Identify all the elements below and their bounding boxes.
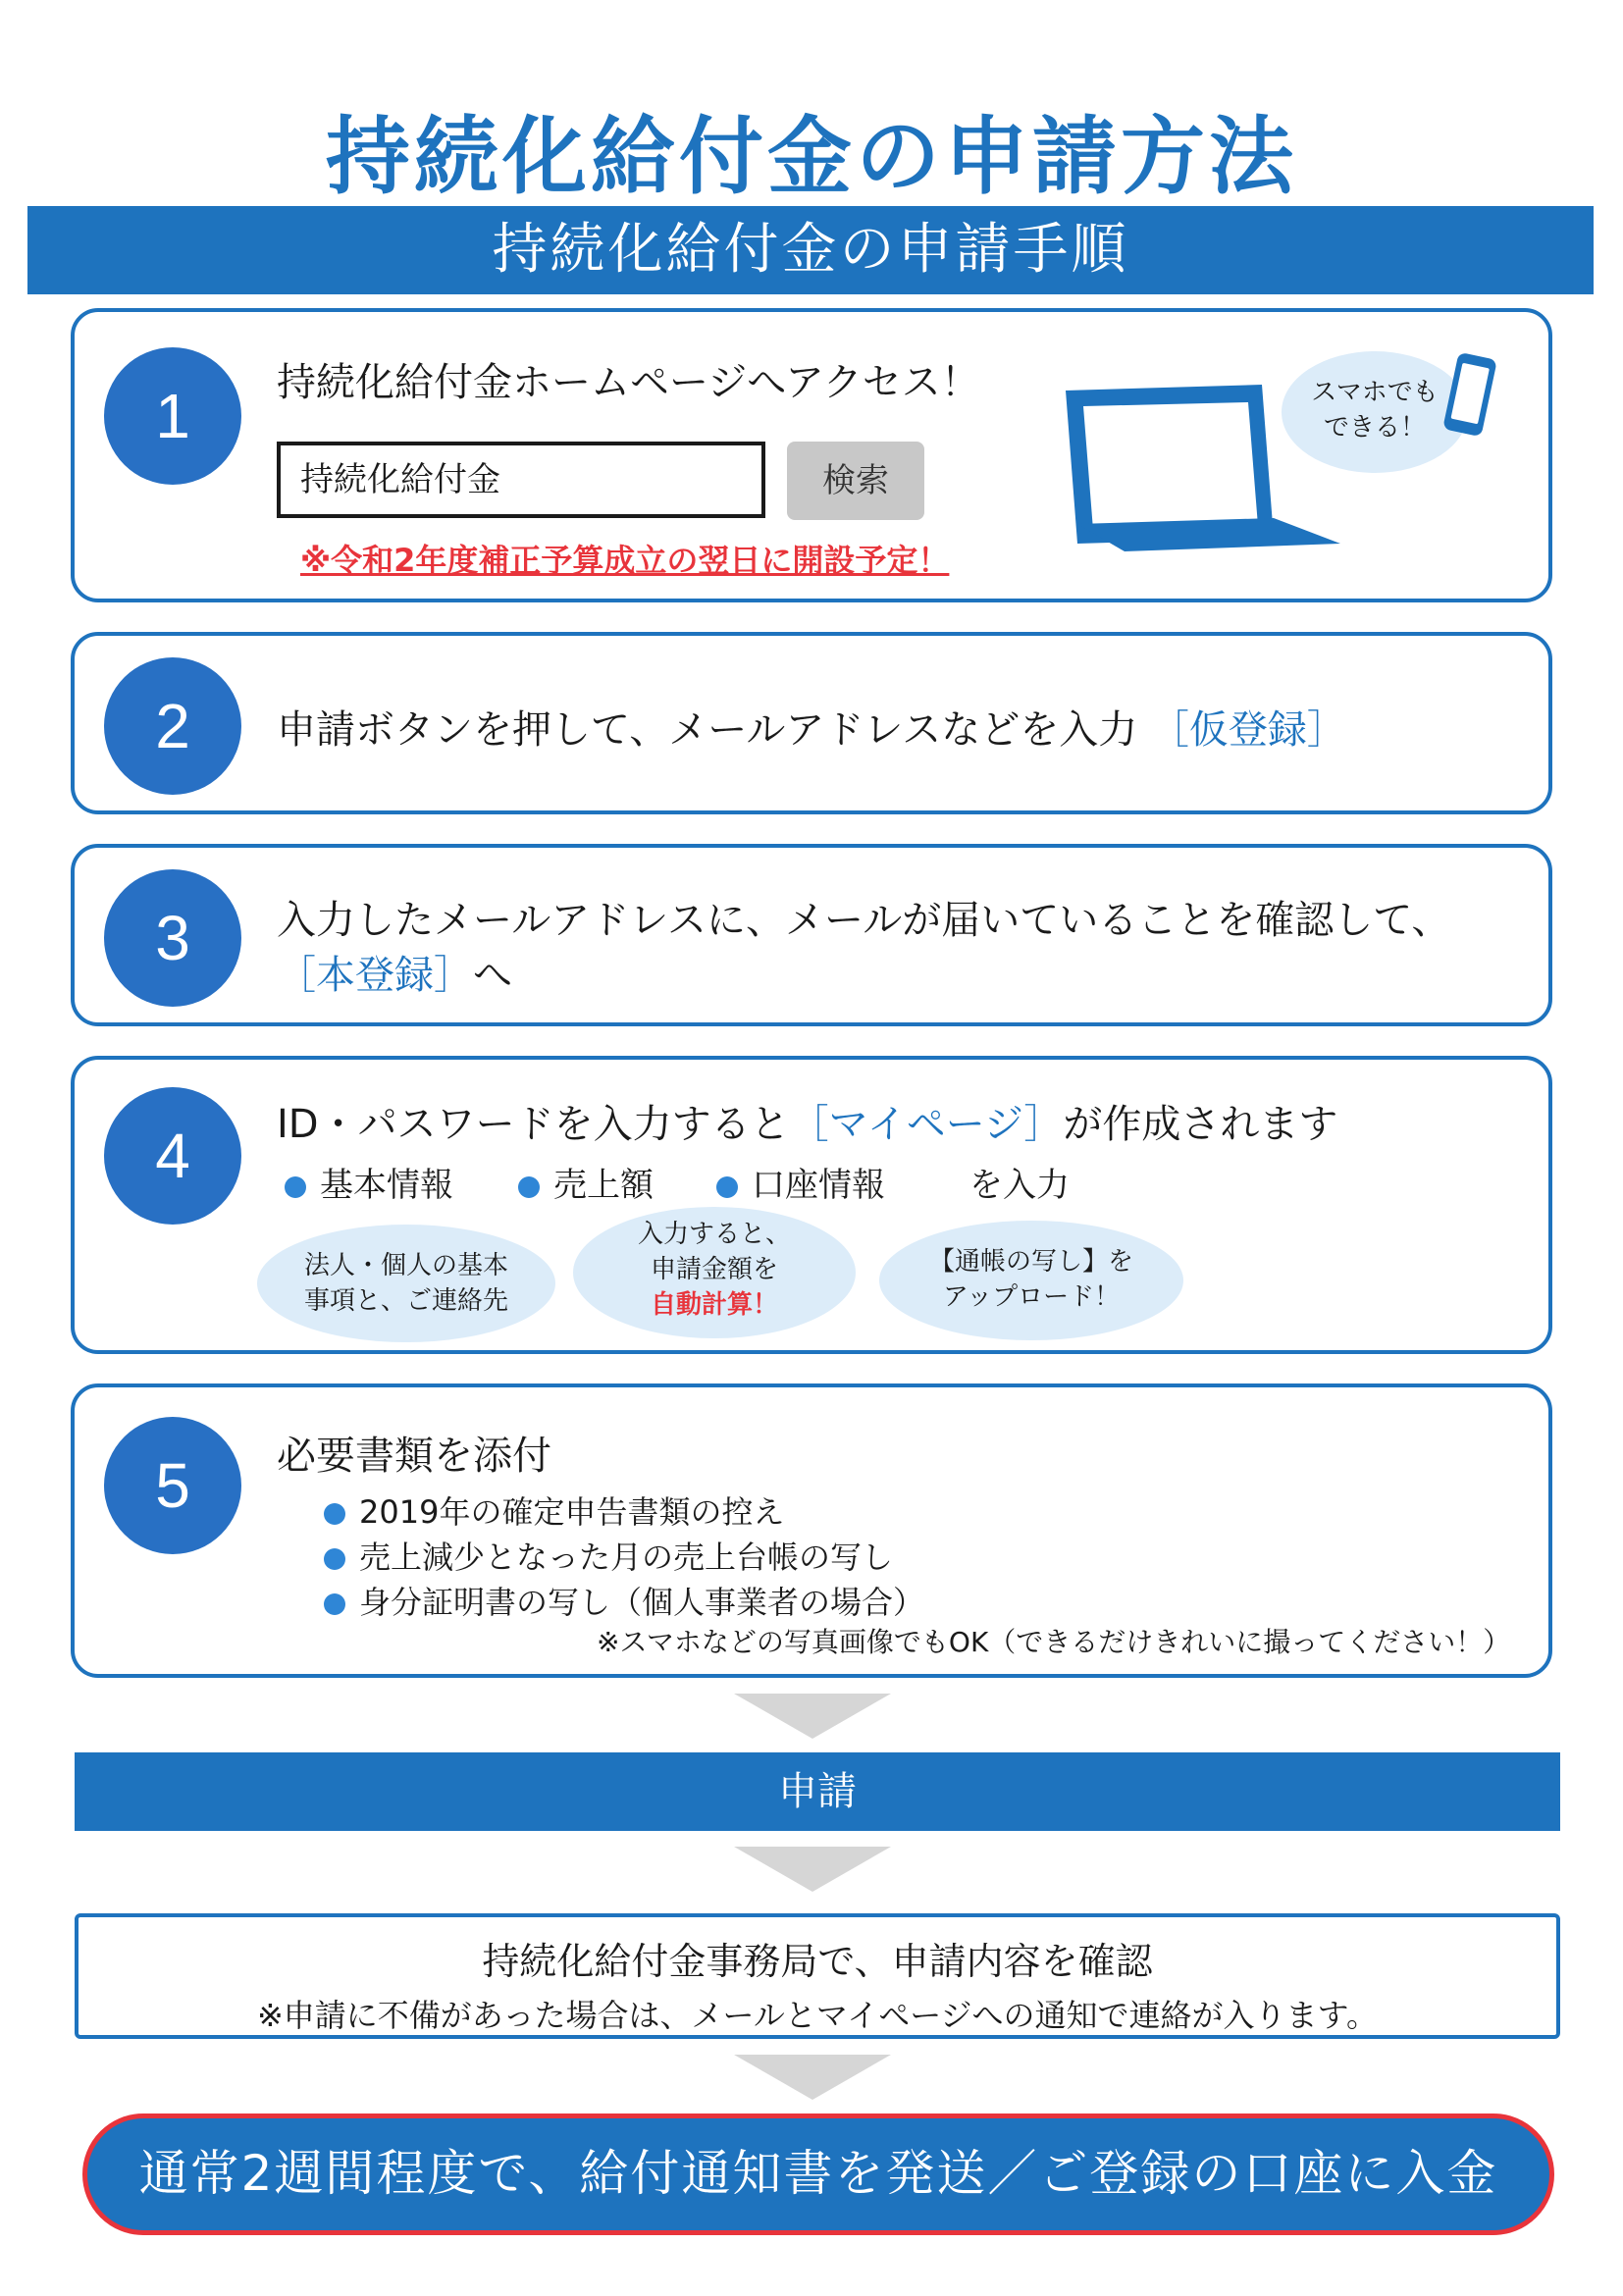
step-2-text bbox=[277, 699, 1346, 755]
step-3-line1: 入力したメールアドレスに、メールが届いていることを確認して、 bbox=[277, 898, 1451, 943]
step-number-2: 2 bbox=[104, 657, 241, 795]
doc-tax-return: 2019年の確定申告書類の控え bbox=[359, 1493, 785, 1531]
photo-note: ※スマホなどの写真画像でもOK（できるだけきれいに撮ってください！） bbox=[597, 1626, 1511, 1658]
step-2-main: 申請ボタンを押して、メールアドレスなどを入力 bbox=[277, 707, 1138, 753]
input-item bbox=[518, 1158, 654, 1206]
step-number-4: 4 bbox=[104, 1087, 241, 1225]
doc-id: 身分証明書の写し（個人事業者の場合） bbox=[359, 1584, 925, 1621]
search-button[interactable]: 検索 bbox=[787, 442, 924, 520]
bubble-line: スマホでも bbox=[1311, 378, 1439, 407]
item-account: 口座情報 bbox=[752, 1166, 885, 1205]
full-registration: ［本登録］ bbox=[277, 953, 473, 998]
step-4-box bbox=[71, 1056, 1552, 1354]
bullet-icon bbox=[324, 1548, 345, 1570]
auto-calc-note: 自動計算！ bbox=[650, 1290, 778, 1320]
input-item bbox=[285, 1158, 453, 1206]
confirm-box bbox=[75, 1913, 1560, 2039]
input-item bbox=[716, 1158, 885, 1206]
step-number-3: 3 bbox=[104, 869, 241, 1007]
document-item bbox=[324, 1533, 893, 1578]
bubble-line: 【通帳の写し】を bbox=[928, 1247, 1133, 1277]
bullet-icon bbox=[324, 1593, 345, 1615]
bubble-line: 法人・個人の基本 bbox=[303, 1251, 508, 1280]
step-3-box bbox=[71, 844, 1552, 1026]
apply-bar: 申請 bbox=[75, 1752, 1560, 1831]
step-4-prefix: ID・パスワードを入力すると bbox=[277, 1102, 790, 1147]
down-arrow-icon bbox=[734, 1847, 891, 1892]
step-2-box bbox=[71, 632, 1552, 814]
bubble-line: 入力すると、 bbox=[637, 1220, 791, 1249]
step-1-heading: 持続化給付金ホームページへアクセス！ bbox=[277, 360, 980, 405]
bubble-line: 申請金額を bbox=[650, 1255, 778, 1284]
bubble-account bbox=[879, 1221, 1183, 1340]
item-sales: 売上額 bbox=[553, 1166, 654, 1205]
step-5-box bbox=[71, 1383, 1552, 1678]
page-title: 持続化給付金の申請方法 bbox=[326, 108, 1297, 206]
bubble-sales bbox=[573, 1207, 856, 1338]
doc-sales-ledger: 売上減少となった月の売上台帳の写し bbox=[359, 1539, 894, 1576]
item-basic-info: 基本情報 bbox=[320, 1166, 453, 1205]
document-item bbox=[324, 1487, 784, 1533]
bubble-line: 事項と、ご連絡先 bbox=[303, 1286, 508, 1316]
confirm-line2: ※申請に不備があった場合は、メールとマイページへの通知で連絡が入ります。 bbox=[256, 1997, 1378, 2034]
step-number-1: 1 bbox=[104, 347, 241, 485]
search-input[interactable]: 持続化給付金 bbox=[277, 442, 765, 518]
down-arrow-icon bbox=[734, 2055, 891, 2100]
step-5-heading: 必要書類を添付 bbox=[277, 1434, 551, 1479]
confirm-line1: 持続化給付金事務局で、申請内容を確認 bbox=[482, 1940, 1153, 1983]
bubble-basic-info bbox=[257, 1225, 555, 1342]
down-arrow-icon bbox=[734, 1694, 891, 1739]
step-4-heading bbox=[277, 1093, 1337, 1149]
bullet-icon bbox=[716, 1176, 738, 1198]
step-3-suffix: へ bbox=[473, 953, 512, 998]
section-header: 持続化給付金の申請手順 bbox=[27, 206, 1594, 294]
bubble-line: できる！ bbox=[1323, 413, 1426, 443]
step-3-line2 bbox=[277, 944, 512, 1000]
step-4-suffix: が作成されます bbox=[1063, 1102, 1338, 1147]
step-number-5: 5 bbox=[104, 1417, 241, 1554]
bullet-icon bbox=[518, 1176, 540, 1198]
bullet-icon bbox=[324, 1503, 345, 1525]
step-1-box bbox=[71, 308, 1552, 602]
launch-note: ※令和2年度補正予算成立の翌日に開設予定！ bbox=[300, 542, 950, 579]
provisional-registration: ［仮登録］ bbox=[1149, 707, 1346, 753]
document-item bbox=[324, 1578, 924, 1623]
bullet-icon bbox=[285, 1176, 306, 1198]
input-suffix: を入力 bbox=[969, 1166, 1070, 1205]
my-page: ［マイページ］ bbox=[789, 1102, 1064, 1147]
bubble-line: アップロード！ bbox=[942, 1282, 1121, 1312]
final-result: 通常2週間程度で、給付通知書を発送／ご登録の口座に入金 bbox=[82, 2113, 1554, 2235]
smartphone-icon bbox=[1439, 351, 1507, 449]
